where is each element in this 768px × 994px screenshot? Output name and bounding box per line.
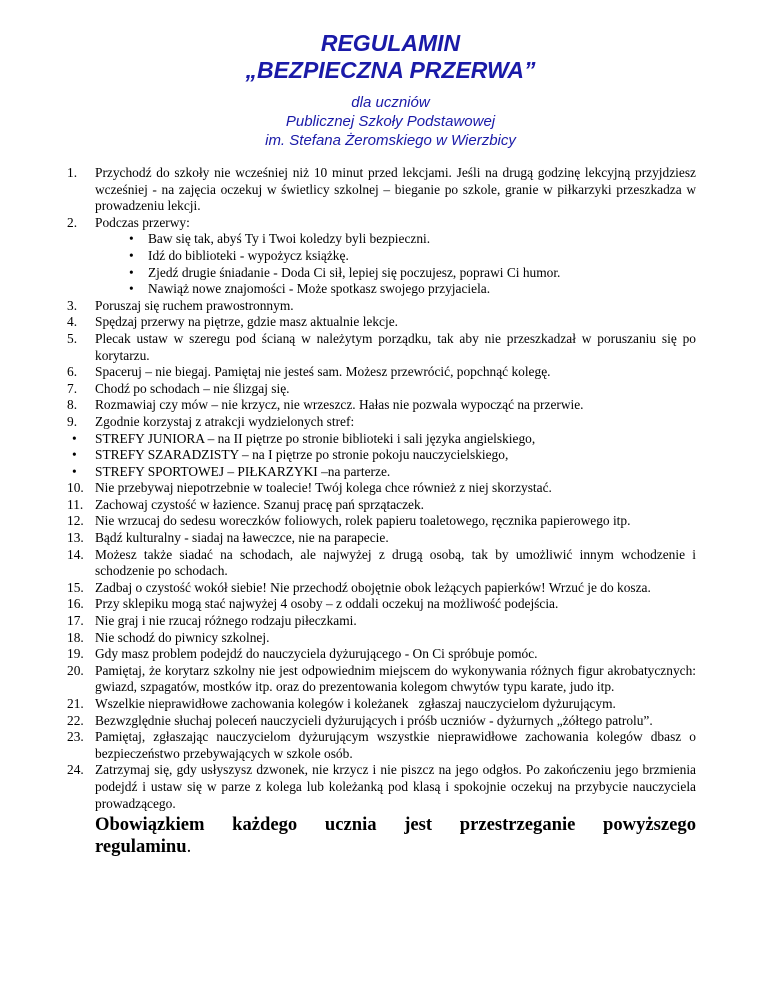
break-item: • Nawiąż nowe znajomości - Może spotkasz swojego przyjaciela. [129, 281, 491, 297]
rule-11: 11. Zachowaj czystość w łazience. Szanuj pracę pań sprzątaczek. [67, 496, 425, 512]
rule-21: 21. Wszelkie nieprawidłowe zachowania kolegów i koleżanek zgłaszaj nauczycielom dyżurującym. [67, 696, 616, 711]
bullet-icon: • [129, 231, 134, 247]
rule-19: 19. Gdy masz problem podejdź do nauczyciela dyżurującego - On Ci spróbuje pomóc. [67, 646, 538, 662]
rule-8: 8. Rozmawiaj czy mów – nie krzycz, nie wrzeszcz. Hałas nie pozwala wypocząć na przerwie. [67, 397, 584, 413]
bullet-icon: • [72, 447, 77, 463]
rule-4: 4. Spędzaj przerwy na piętrze, gdzie masz aktualnie lekcje. [67, 314, 399, 330]
break-items [67, 231, 696, 297]
zone-item: • STREFY SPORTOWEJ – PIŁKARZYKI –na parterze. [72, 463, 391, 479]
rule-15: 15. Zadbaj o czystość wokół siebie! Nie przechodź obojętnie obok leżących papierków! Wrzuć je do kosza. [67, 579, 651, 595]
rule-17: 17. Nie graj i nie rzucaj różnego rodzaju piłeczkami. [67, 613, 357, 629]
zone-item: • STREFY JUNIORA – na II piętrze po stronie biblioteki i sali języka angielskiego, [72, 430, 536, 446]
rule-2: 2. Podczas przerwy: [67, 214, 190, 230]
rule-22: 22. Bezwzględnie słuchaj poleceń nauczycieli dyżurujących i próśb uczniów - dyżurnych „żółtego patrolu”. [67, 712, 653, 728]
bullet-icon: • [72, 430, 77, 446]
zone-item: • STREFY SZARADZISTY – na I piętrze po stronie pokoju nauczycielskiego, [72, 447, 509, 463]
rule-3: 3. Poruszaj się ruchem prawostronnym. [67, 297, 294, 313]
bullet-icon: • [129, 247, 134, 263]
rule-6: 6. Spaceruj – nie biegaj. Pamiętaj nie jesteś sam. Możesz przewrócić, popchnąć kolegę. [67, 364, 551, 380]
rule-23: 23. Pamiętaj, zgłaszając nauczycielom dyżurującym wszystkie nieprawidłowe zachowania kolegów dbasz o bezpieczeństwo przebywających w szkole osób. [67, 729, 696, 761]
subtitle-line-1: dla uczniów [351, 94, 430, 111]
bullet-icon: • [129, 264, 134, 280]
rule-24: 24. Zatrzymaj się, gdy usłyszysz dzwonek, nie krzycz i nie piszcz na jego odgłos. Po zakończeniu jego brzmienia podejdź i ustaw się w parze z kolega lub koleżanką pod klasą i spokojnie oczekuj na przybycie nauczyciela prowadzącego. [67, 762, 696, 811]
title-line-2: „BEZPIECZNA PRZERWA” [245, 57, 536, 83]
rule-20: 20. Pamiętaj, że korytarz szkolny nie jest odpowiednim miejscem do wykonywania różnych figur akrobatycznych: gwiazd, szpagatów, mostków itp. oraz do prezentowania kolegom chwytów typu karate, judo itp. [67, 662, 696, 695]
rule-5: 5. Plecak ustaw w szeregu pod ścianą w należytym porządku, tak aby nie przeszkadzał w poruszaniu się po korytarzu. [67, 330, 696, 363]
closing-line-2: regulaminu. [95, 836, 192, 858]
rule-9: 9. Zgodnie korzystaj z atrakcji wydzielonych stref: [67, 413, 355, 429]
subtitle-line-2: Publicznej Szkoły Podstawowej [285, 113, 496, 130]
rule-12: 12. Nie wrzucaj do sedesu woreczków foliowych, rolek papieru toaletowego, ręcznika papierowego itp. [67, 513, 631, 529]
rule-10: 10. Nie przebywaj niepotrzebnie w toalecie! Twój kolega chce również z niej skorzystać. [67, 480, 552, 496]
rules-list [67, 165, 696, 812]
rule-14: 14. Możesz także siadać na schodach, ale najwyżej z drugą osobą, tak by umożliwić innym wchodzenie i schodzenie po schodach. [67, 546, 696, 579]
rule-13: 13. Bądź kulturalny - siadaj na ławeczce, nie na parapecie. [67, 530, 389, 546]
rule-7: 7. Chodź po schodach – nie ślizgaj się. [67, 380, 290, 396]
closing-line-1: Obowiązkiem każdego ucznia jest przestrzeganie powyższego [95, 814, 696, 836]
break-item: • Idź do biblioteki - wypożycz książkę. [129, 247, 349, 263]
bullet-icon: • [129, 281, 134, 297]
break-item: • Baw się tak, abyś Ty i Twoi koledzy byli bezpieczni. [129, 231, 431, 247]
bullet-icon: • [72, 463, 77, 479]
title-line-1: REGULAMIN [320, 30, 461, 56]
rule-18: 18. Nie schodź do piwnicy szkolnej. [67, 629, 270, 645]
break-item: • Zjedź drugie śniadanie - Doda Ci sił, lepiej się poczujesz, poprawi Ci humor. [129, 264, 561, 280]
rule-1: 1. Przychodź do szkoły nie wcześniej niż 10 minut przed lekcjami. Jeśli na drugą godzinę lekcyjną przyjdziesz wcześniej - na zajęcia oczekuj w świetlicy szkolnej – bieganie po szkole, granie w piłkarzyki przeszkadza w prowadzeniu lekcji. [67, 165, 696, 214]
subtitle-line-3: im. Stefana Żeromskiego w Wierzbicy [265, 132, 516, 149]
rule-16: 16. Przy sklepiku mogą stać najwyżej 4 osoby – z oddali oczekuj na możliwość podejścia. [67, 596, 559, 612]
